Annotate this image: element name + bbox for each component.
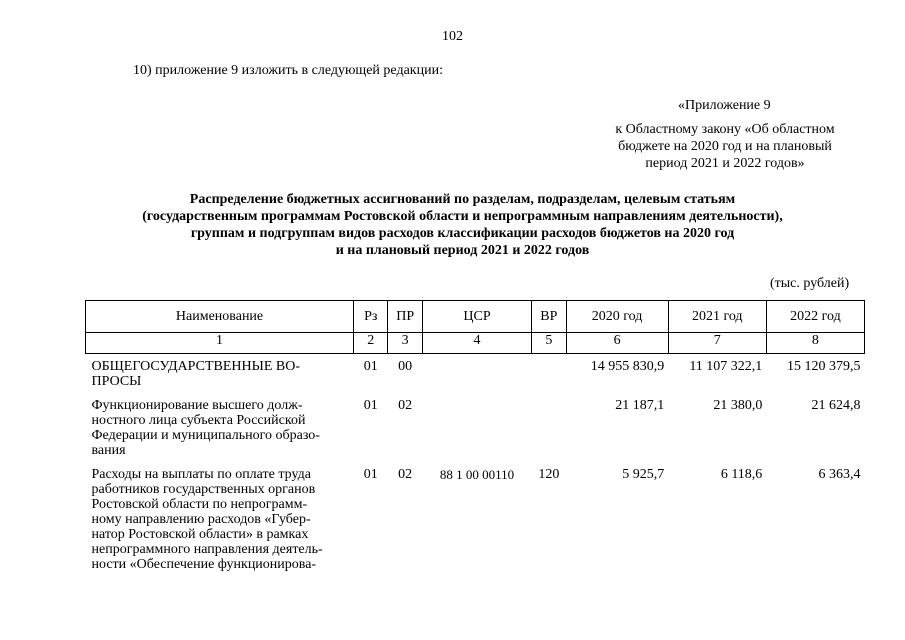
row-name <box>86 393 354 462</box>
row-name-line: Ростовской области по непрограмм- <box>91 497 308 512</box>
table-row <box>86 354 865 394</box>
column-number: 4 <box>422 333 531 354</box>
appendix-label: «Приложение 9 <box>678 98 771 113</box>
header-2020: 2020 год <box>566 301 668 333</box>
appendix-reference <box>580 121 870 172</box>
column-number: 8 <box>766 333 864 354</box>
row-2021: 11 107 322,1 <box>689 359 763 374</box>
row-rz: 01 <box>363 398 378 413</box>
budget-table <box>85 300 865 576</box>
appendix-reference-line: период 2021 и 2022 годов» <box>645 156 805 171</box>
appendix-reference-line: бюджете на 2020 год и на плановый <box>618 139 832 154</box>
row-pr: 00 <box>398 359 413 374</box>
row-2021: 21 380,0 <box>713 398 763 413</box>
row-name-line: ОБЩЕГОСУДАРСТВЕННЫЕ ВО- <box>91 359 300 374</box>
row-2022: 21 624,8 <box>811 398 861 413</box>
header-vr: ВР <box>532 301 566 333</box>
row-name-line: Федерации и муниципального образо- <box>91 428 320 443</box>
row-rz: 01 <box>363 467 378 482</box>
row-2022: 6 363,4 <box>818 467 861 482</box>
row-name-line: Расходы на выплаты по оплате труда <box>91 467 311 482</box>
row-name <box>86 354 354 394</box>
intro-text: 10) приложение 9 изложить в следующей редакции: <box>133 63 443 78</box>
row-name-line: Функционирование высшего долж- <box>91 398 303 413</box>
header-row <box>86 301 865 333</box>
header-pr: ПР <box>388 301 422 333</box>
column-number: 5 <box>532 333 566 354</box>
header-2022: 2022 год <box>766 301 864 333</box>
row-name-line: вания <box>91 443 126 458</box>
row-vr <box>532 354 566 394</box>
row-name-line: ПРОСЫ <box>91 374 142 389</box>
header-rz: Рз <box>354 301 388 333</box>
title-line: и на плановый период 2021 и 2022 годов <box>335 243 590 258</box>
title-line: Распределение бюджетных ассигнований по разделам, подразделам, целевым статьям <box>189 192 736 207</box>
row-vr: 120 <box>538 467 560 482</box>
column-number: 3 <box>388 333 422 354</box>
table-row <box>86 462 865 576</box>
row-2021: 6 118,6 <box>720 467 763 482</box>
row-pr: 02 <box>398 467 413 482</box>
title-line: группам и подгруппам видов расходов классификации расходов бюджетов на 2020 год <box>190 226 735 241</box>
row-csr <box>422 354 531 394</box>
column-number: 2 <box>354 333 388 354</box>
row-vr <box>532 393 566 462</box>
row-pr: 02 <box>398 398 413 413</box>
header-csr: ЦСР <box>422 301 531 333</box>
row-name-line: работников государственных органов <box>91 482 316 497</box>
table-row <box>86 393 865 462</box>
row-name-line: ности «Обеспечение функционирова- <box>91 557 317 572</box>
row-rz: 01 <box>363 359 378 374</box>
row-csr: 88 1 00 00110 <box>439 467 515 482</box>
column-number: 7 <box>668 333 766 354</box>
row-name-line: натор Ростовской области» в рамках <box>91 527 309 542</box>
title-line: (государственным программам Ростовской области и непрограммным направлениям деятельности), <box>142 209 783 224</box>
column-number: 6 <box>566 333 668 354</box>
row-csr <box>422 393 531 462</box>
appendix-reference-line: к Областному закону «Об областном <box>615 122 835 137</box>
row-name-line: ностного лица субъекта Российской <box>91 413 306 428</box>
row-2020: 5 925,7 <box>622 467 665 482</box>
page-number: 102 <box>442 29 463 44</box>
row-2020: 21 187,1 <box>615 398 665 413</box>
row-name-line: непрограммного направления деятель- <box>91 542 323 557</box>
header-name: Наименование <box>86 301 354 333</box>
row-2020: 14 955 830,9 <box>590 359 665 374</box>
row-2022: 15 120 379,5 <box>787 359 861 374</box>
column-number-row <box>86 333 865 354</box>
row-name <box>86 462 354 576</box>
unit-label: (тыс. рублей) <box>770 276 850 291</box>
document-title <box>110 191 815 259</box>
row-name-line: ному направлению расходов «Губер- <box>91 512 311 527</box>
header-2021: 2021 год <box>668 301 766 333</box>
column-number: 1 <box>86 333 354 354</box>
